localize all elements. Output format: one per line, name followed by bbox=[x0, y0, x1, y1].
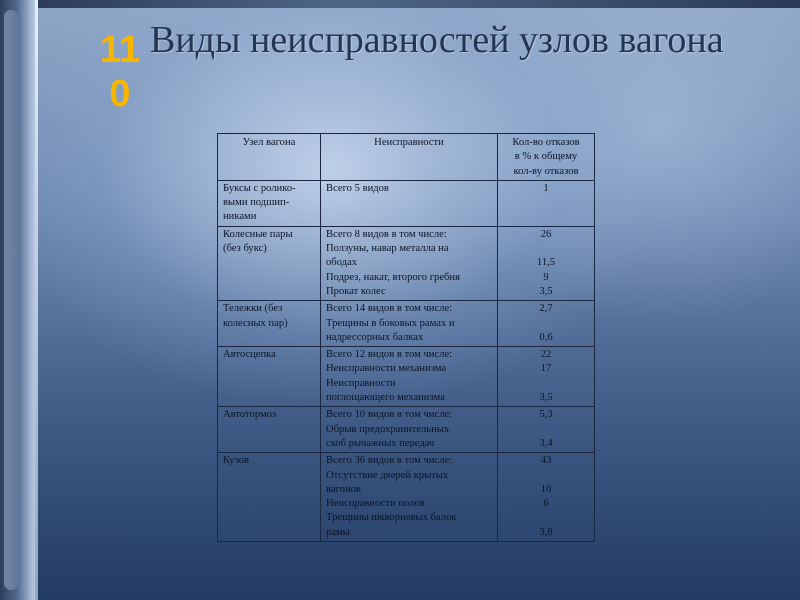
cell-values-line bbox=[503, 511, 589, 525]
cell-values-line: 3,8 bbox=[539, 526, 553, 538]
cell-unit-line: (без букс) bbox=[223, 243, 267, 255]
cell-unit bbox=[218, 347, 321, 407]
cell-values-line: 43 bbox=[540, 455, 552, 467]
cell-values-line: 22 bbox=[540, 349, 552, 361]
header-unit bbox=[218, 134, 321, 181]
cell-faults-line: Неисправности механизма bbox=[326, 363, 447, 375]
slide-title: Виды неисправностей узлов вагона bbox=[150, 19, 724, 61]
slide-number-line-2: 0 bbox=[109, 73, 131, 115]
cell-faults-line: вагонов bbox=[326, 483, 361, 495]
cell-unit bbox=[218, 407, 321, 453]
cell-faults-line: скоб рычажных передач bbox=[326, 437, 435, 449]
cell-faults-line: Трещины шкворневых балок bbox=[326, 512, 457, 524]
cell-values-line: 2,7 bbox=[539, 303, 553, 315]
cell-values-line: 1 bbox=[543, 182, 549, 194]
cell-values-line: 3,5 bbox=[539, 392, 553, 404]
cell-faults-line: Ползуны, навар металла на bbox=[326, 243, 449, 255]
cell-unit-line: Кузов bbox=[223, 455, 249, 467]
table-row bbox=[218, 226, 595, 300]
cell-values-line: 26 bbox=[540, 228, 552, 240]
cell-unit-line: Тележки (без bbox=[223, 303, 283, 315]
side-bar-strip bbox=[4, 10, 18, 590]
cell-faults-line: Неисправности полов bbox=[326, 498, 425, 510]
cell-faults-line: Неисправности bbox=[326, 377, 396, 389]
cell-faults-line: Всего 12 видов в том числе: bbox=[326, 349, 453, 361]
cell-values bbox=[498, 407, 595, 453]
header-values bbox=[498, 134, 595, 181]
header-values-line: Кол-во отказов bbox=[512, 137, 580, 148]
slide-number-line-1: 11 bbox=[99, 29, 141, 71]
cell-values-line: 10 bbox=[540, 483, 552, 495]
cell-faults bbox=[321, 347, 498, 407]
cell-faults-line: надрессорных балках bbox=[326, 331, 424, 343]
cell-values bbox=[498, 301, 595, 347]
cell-values-line: 3,4 bbox=[539, 437, 553, 449]
cell-values-line bbox=[503, 423, 589, 437]
cell-faults-line: Отсутствие дверей крытых bbox=[326, 469, 449, 481]
cell-values-line: 17 bbox=[540, 363, 552, 375]
cell-values-line: 3,5 bbox=[539, 285, 553, 297]
header-values-line: в % к общему bbox=[514, 151, 578, 163]
slide-side-bar bbox=[0, 0, 38, 600]
faults-table bbox=[217, 133, 595, 542]
header-unit-line: Узел вагона bbox=[242, 137, 296, 148]
cell-faults bbox=[321, 226, 498, 300]
cell-faults-line: Всего 14 видов в том числе: bbox=[326, 303, 453, 315]
header-faults-line: Неисправности bbox=[374, 137, 444, 148]
cell-values-line: 11,5 bbox=[536, 257, 556, 269]
table-row bbox=[218, 180, 595, 226]
cell-values bbox=[498, 226, 595, 300]
table-row bbox=[218, 407, 595, 453]
table-header-row bbox=[218, 134, 595, 181]
cell-faults-line: Трещины в боковых рамах и bbox=[326, 317, 455, 329]
cell-unit-line: никами bbox=[223, 211, 257, 223]
header-faults bbox=[321, 134, 498, 181]
table-row bbox=[218, 347, 595, 407]
cell-unit-line: колесных пар) bbox=[223, 317, 288, 329]
cell-unit bbox=[218, 226, 321, 300]
cell-values bbox=[498, 347, 595, 407]
cell-faults bbox=[321, 453, 498, 542]
cell-faults-line: Всего 8 видов в том числе: bbox=[326, 228, 447, 240]
cell-faults bbox=[321, 301, 498, 347]
cell-faults-line: Прокат колес bbox=[326, 285, 386, 297]
header-values-line: кол-ву отказов bbox=[513, 165, 579, 177]
table-body bbox=[218, 180, 595, 541]
table-row bbox=[218, 301, 595, 347]
cell-values-line bbox=[503, 469, 589, 483]
cell-values-line bbox=[503, 242, 589, 256]
cell-faults-line: ободах bbox=[326, 257, 358, 269]
cell-faults-line: Всего 10 видов в том числе: bbox=[326, 409, 453, 421]
cell-faults-line: Обрыв предохранительных bbox=[326, 423, 450, 435]
cell-faults-line: Всего 5 видов bbox=[326, 182, 389, 194]
cell-faults bbox=[321, 407, 498, 453]
cell-values-line: 5,3 bbox=[539, 409, 553, 421]
table-row bbox=[218, 453, 595, 542]
cell-unit-line: Буксы с ролико- bbox=[223, 182, 296, 194]
cell-values-line bbox=[503, 377, 589, 391]
cell-values-line: 0,6 bbox=[539, 331, 553, 343]
cell-unit bbox=[218, 453, 321, 542]
cell-values bbox=[498, 180, 595, 226]
cell-faults-line: Всего 36 видов в том числе: bbox=[326, 455, 453, 467]
slide-top-frame bbox=[38, 0, 800, 8]
cell-faults bbox=[321, 180, 498, 226]
cell-unit bbox=[218, 180, 321, 226]
cell-values-line: 9 bbox=[543, 271, 549, 283]
cell-faults-line: рамы bbox=[326, 526, 350, 538]
cell-faults-line: Подрез, накат, второго гребня bbox=[326, 271, 460, 283]
cell-unit-line: Автотормоз bbox=[223, 409, 277, 421]
cell-faults-line: поглощающего механизма bbox=[326, 392, 445, 404]
cell-unit bbox=[218, 301, 321, 347]
cell-values-line: 6 bbox=[543, 498, 549, 510]
cell-unit-line: Колесные пары bbox=[223, 228, 293, 240]
cell-unit-line: выми подшип- bbox=[223, 197, 290, 209]
cell-unit-line: Автосцепка bbox=[223, 349, 276, 361]
cell-values bbox=[498, 453, 595, 542]
cell-values-line bbox=[503, 317, 589, 331]
